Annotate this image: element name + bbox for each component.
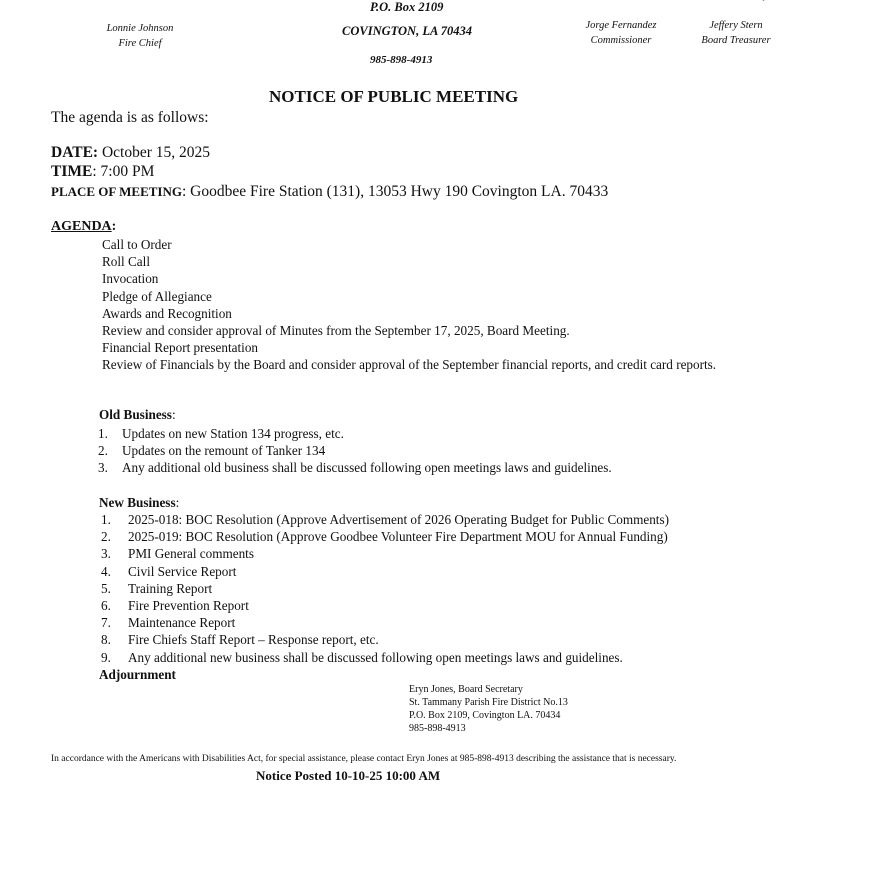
place-label: PLACE OF MEETING bbox=[51, 184, 182, 199]
list-item-number: 2. bbox=[98, 443, 108, 459]
old-business-list bbox=[98, 425, 612, 477]
list-item-number: 3. bbox=[98, 460, 108, 476]
treasurer-title: Board Treasurer bbox=[701, 35, 771, 46]
commissioner-name: Jorge Fernandez bbox=[585, 20, 657, 31]
list-item-number: 8. bbox=[101, 632, 111, 648]
list-item bbox=[101, 511, 669, 528]
list-item-number: 2. bbox=[101, 529, 111, 545]
list-item-text: Any additional old business shall be discussed following open meetings laws and guidelines. bbox=[122, 460, 612, 476]
header-fire-chief bbox=[96, 21, 184, 51]
list-item-number: 1. bbox=[98, 426, 108, 441]
intro-text: The agenda is as follows: bbox=[51, 109, 209, 126]
new-business-heading-text: New Business bbox=[99, 495, 176, 510]
fire-chief-title: Fire Chief bbox=[118, 38, 162, 49]
signature-line: Eryn Jones, Board Secretary bbox=[409, 684, 523, 695]
page-title: NOTICE OF PUBLIC MEETING bbox=[269, 87, 519, 106]
treasurer-name: Jeffery Stern bbox=[709, 20, 763, 31]
list-item bbox=[98, 425, 612, 442]
list-item-number: 4. bbox=[101, 563, 111, 579]
list-item-text: Updates on the remount of Tanker 134 bbox=[122, 443, 326, 459]
time-label: TIME bbox=[51, 163, 93, 180]
list-item-text: PMI General comments bbox=[128, 546, 254, 562]
meeting-date bbox=[51, 144, 210, 162]
header-po-box: P.O. Box 2109 bbox=[370, 0, 444, 14]
list-item-number: 1. bbox=[101, 512, 111, 527]
list-item: Roll Call bbox=[102, 254, 150, 270]
list-item bbox=[101, 545, 669, 562]
list-item-number: 5. bbox=[101, 580, 111, 596]
date-value: October 15, 2025 bbox=[98, 144, 210, 161]
list-item bbox=[98, 442, 612, 459]
list-item: Pledge of Allegiance bbox=[102, 288, 212, 304]
fire-chief-name: Lonnie Johnson bbox=[106, 23, 174, 34]
header-cut-commissioner-right bbox=[586, 0, 647, 1]
list-item: Review and consider approval of Minutes from the September 17, 2025, Board Meeting. bbox=[102, 323, 570, 339]
list-item-text: Fire Prevention Report bbox=[128, 598, 249, 614]
list-item-text: Civil Service Report bbox=[128, 563, 237, 579]
list-item bbox=[101, 649, 669, 666]
place-value: : Goodbee Fire Station (131), 13053 Hwy 190 Covington LA. 70433 bbox=[181, 183, 609, 200]
header-cut-commissioner-left bbox=[166, 0, 227, 1]
new-business-list bbox=[101, 511, 669, 666]
list-item-text: Fire Chiefs Staff Report – Response report, etc. bbox=[128, 632, 379, 648]
list-item-text: 2025-018: BOC Resolution (Approve Advertisement of 2026 Operating Budget for Public Comments) bbox=[128, 512, 669, 527]
list-item: Call to Order bbox=[102, 237, 172, 252]
list-item-text: Training Report bbox=[128, 580, 213, 596]
agenda-list bbox=[102, 236, 716, 374]
list-item bbox=[101, 597, 669, 614]
old-business-colon: : bbox=[171, 407, 176, 422]
meeting-time bbox=[51, 163, 154, 181]
signature-block bbox=[409, 683, 568, 735]
time-value: : 7:00 PM bbox=[92, 163, 155, 180]
list-item-text: Updates on new Station 134 progress, etc. bbox=[122, 426, 344, 441]
list-item: Awards and Recognition bbox=[102, 305, 232, 321]
notice-posted: Notice Posted 10-10-25 10:00 AM bbox=[256, 768, 441, 783]
list-item bbox=[101, 631, 669, 648]
list-item: Review of Financials by the Board and consider approval of the September financial reports, and credit card reports. bbox=[102, 357, 717, 373]
agenda-heading-text: AGENDA bbox=[51, 219, 112, 234]
new-business-colon: : bbox=[175, 495, 180, 510]
list-item: Financial Report presentation bbox=[102, 340, 259, 356]
list-item: Invocation bbox=[102, 271, 159, 287]
list-item-number: 6. bbox=[101, 598, 111, 614]
list-item-number: 7. bbox=[101, 615, 111, 631]
header-city: COVINGTON, LA 70434 bbox=[342, 24, 472, 38]
header-cut-board-secretary bbox=[700, 0, 768, 1]
header-phone: 985-898-4913 bbox=[370, 54, 433, 66]
list-item-text: Maintenance Report bbox=[128, 615, 236, 631]
ada-notice: In accordance with the Americans with Disabilities Act, for special assistance, please contact Eryn Jones at 985-898-4913 describing the assistance that is necessary. bbox=[51, 754, 677, 764]
commissioner-title: Commissioner bbox=[590, 35, 652, 46]
signature-line: St. Tammany Parish Fire District No.13 bbox=[409, 697, 568, 708]
list-item-text: Any additional new business shall be discussed following open meetings laws and guidelines. bbox=[128, 649, 623, 665]
list-item-number: 9. bbox=[101, 649, 111, 665]
agenda-heading bbox=[51, 219, 116, 235]
date-label: DATE: bbox=[51, 144, 99, 161]
list-item bbox=[101, 580, 669, 597]
adjournment: Adjournment bbox=[99, 667, 176, 682]
new-business-heading bbox=[99, 494, 179, 511]
list-item bbox=[98, 459, 612, 476]
old-business-heading-text: Old Business bbox=[99, 407, 172, 422]
agenda-heading-colon: : bbox=[111, 219, 117, 234]
meeting-place bbox=[51, 183, 608, 201]
old-business-heading bbox=[99, 406, 176, 423]
signature-line: 985-898-4913 bbox=[409, 723, 466, 734]
signature-line: P.O. Box 2109, Covington LA. 70434 bbox=[409, 710, 561, 721]
header-board-treasurer bbox=[688, 18, 784, 48]
list-item-text: 2025-019: BOC Resolution (Approve Goodbee Volunteer Fire Department MOU for Annual Funding) bbox=[128, 529, 668, 545]
list-item-number: 3. bbox=[101, 546, 111, 562]
list-item bbox=[101, 563, 669, 580]
list-item bbox=[101, 614, 669, 631]
header-commissioner bbox=[572, 18, 670, 48]
header-cut-chairman bbox=[70, 0, 113, 1]
list-item bbox=[101, 528, 669, 545]
